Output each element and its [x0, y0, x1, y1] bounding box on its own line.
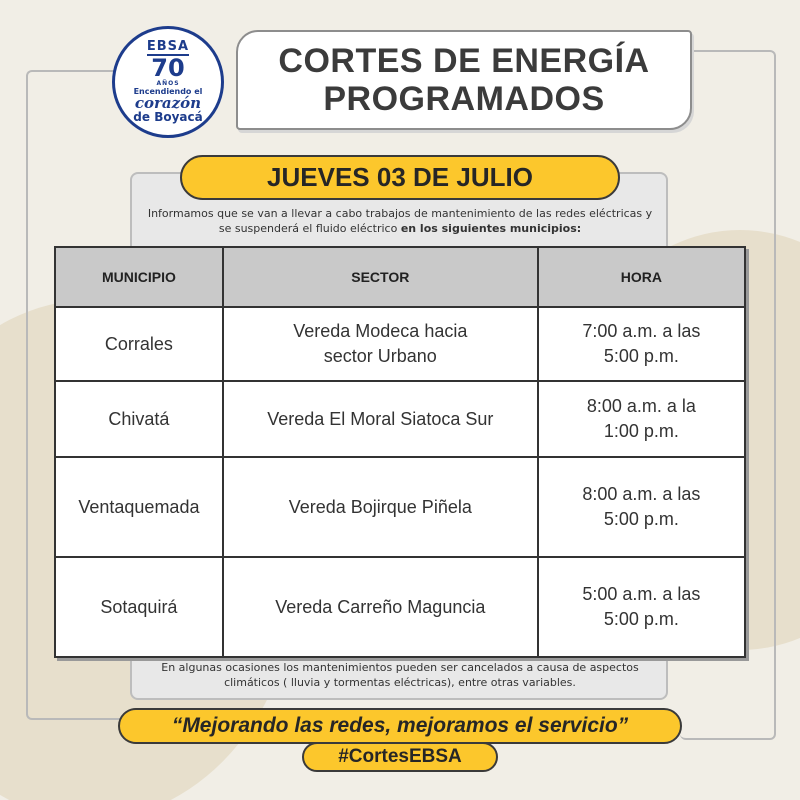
logo-tagline-3: de Boyacá: [133, 110, 203, 124]
table-row: [55, 307, 745, 381]
header-municipio: MUNICIPIO: [55, 247, 223, 307]
cell-hora-line-2: 1:00 p.m.: [603, 421, 679, 441]
table-header-row: [55, 247, 745, 307]
cell-municipio: Sotaquirá: [55, 557, 223, 657]
cell-sector-line-2: sector Urbano: [323, 346, 437, 366]
date-banner: [180, 155, 620, 200]
ebsa-logo: [112, 26, 224, 138]
hashtag-badge: [302, 742, 498, 772]
header-hora: HORA: [538, 247, 745, 307]
disclaimer-note: En algunas ocasiones los mantenimientos pueden ser cancelados a causa de aspectos climáticos ( lluvia y tormentas eléctricas), entre otras variables.: [161, 661, 639, 689]
cell-hora: [538, 557, 745, 657]
cell-hora-line-2: 5:00 p.m.: [603, 346, 679, 366]
cell-hora-line-2: 5:00 p.m.: [603, 509, 679, 529]
logo-brand: EBSA: [146, 39, 190, 54]
intro-body: Informamos que se van a llevar a cabo trabajos de mantenimiento de las redes eléctricas y se suspenderá el fluido eléctrico: [147, 207, 653, 235]
cell-hora-line-1: 5:00 a.m. a las: [582, 584, 701, 604]
cell-municipio: Corrales: [55, 307, 223, 381]
cell-hora: [538, 307, 745, 381]
table-row: [55, 381, 745, 457]
page-title-line-1: CORTES DE ENERGÍA: [278, 42, 650, 80]
table-row: [55, 557, 745, 657]
cell-hora-line-2: 5:00 p.m.: [603, 609, 679, 629]
cell-sector: Vereda Carreño Maguncia: [223, 557, 538, 657]
intro-bold: en los siguientes municipios:: [400, 222, 582, 235]
cell-hora: [538, 457, 745, 557]
intro-text: [140, 206, 660, 236]
cell-municipio: Chivatá: [55, 381, 223, 457]
page-title-line-2: PROGRAMADOS: [323, 80, 605, 118]
logo-years: AÑOS: [156, 80, 180, 87]
header-sector: SECTOR: [223, 247, 538, 307]
cell-hora-line-1: 8:00 a.m. a las: [582, 484, 701, 504]
slogan-text: “Mejorando las redes, mejoramos el servicio”: [171, 714, 629, 737]
cell-hora-line-1: 8:00 a.m. a la: [586, 396, 696, 416]
cell-sector: [223, 307, 538, 381]
cell-hora: [538, 381, 745, 457]
date-text: JUEVES 03 DE JULIO: [267, 162, 533, 192]
hashtag-text: #CortesEBSA: [338, 746, 462, 767]
cell-municipio: Ventaquemada: [55, 457, 223, 557]
cell-sector: Vereda El Moral Siatoca Sur: [223, 381, 538, 457]
logo-tagline-1: Encendiendo el: [133, 87, 203, 96]
logo-anniversary-number: 70: [151, 54, 185, 82]
slogan-banner: [118, 708, 682, 744]
cell-hora-line-1: 7:00 a.m. a las: [582, 321, 701, 341]
table-row: [55, 457, 745, 557]
logo-tagline-2: corazón: [134, 94, 202, 112]
outage-schedule-table: [54, 246, 746, 658]
page-title-box: [236, 30, 692, 130]
cell-sector: Vereda Bojirque Piñela: [223, 457, 538, 557]
cell-sector-line-1: Vereda Modeca hacia: [293, 321, 468, 341]
